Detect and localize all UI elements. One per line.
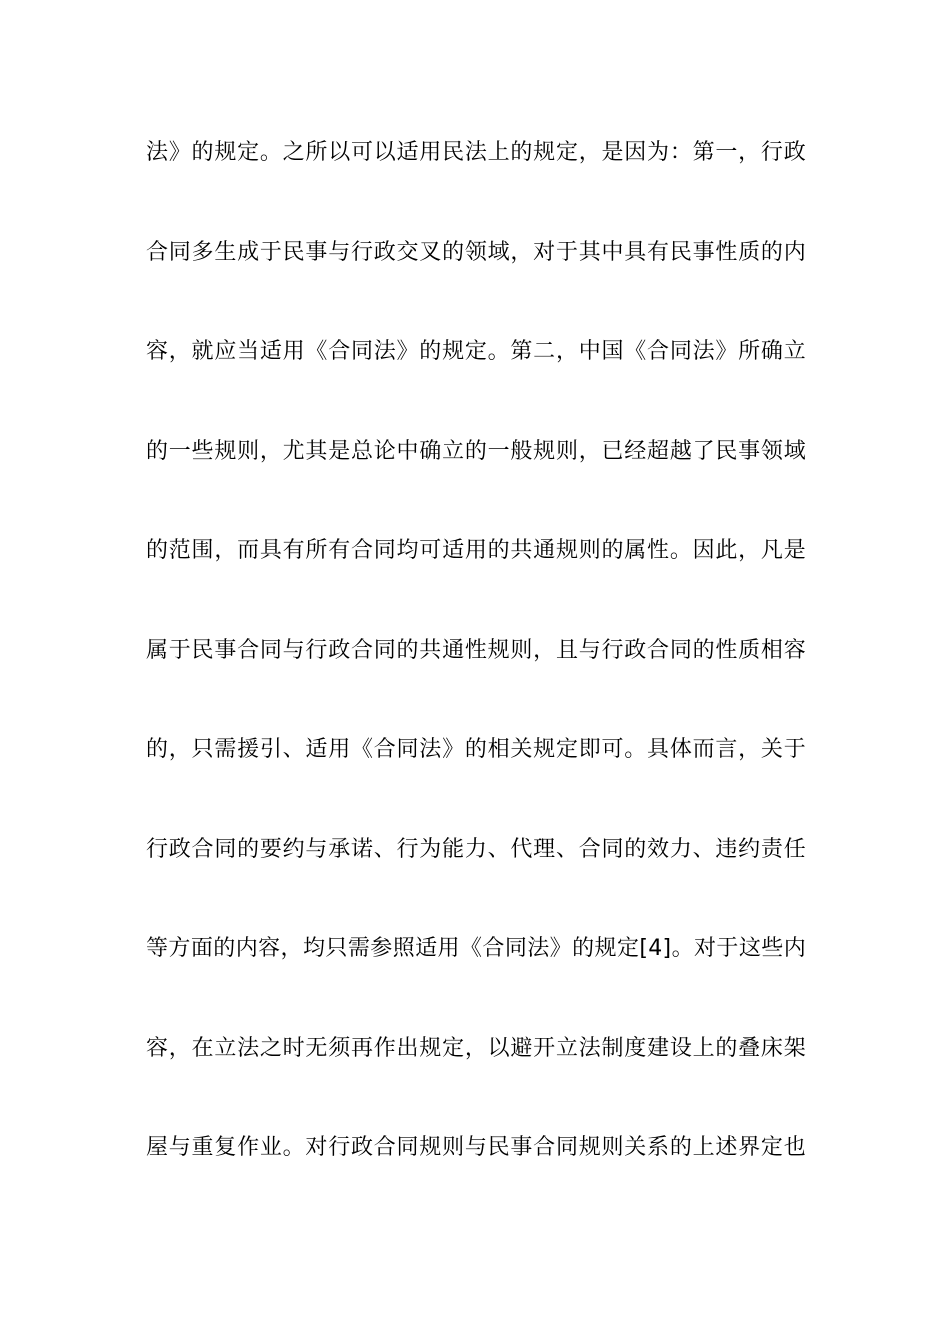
text-line-5: 的范围，而具有所有合同均可适用的共通规则的属性。因此，凡是 [146,538,806,563]
text-line-1: 法》的规定。之所以可以适用民法上的规定，是因为：第一，行政 [146,140,806,165]
text-line-2: 合同多生成于民事与行政交叉的领域，对于其中具有民事性质的内 [146,239,806,265]
text-line-8: 行政合同的要约与承诺、行为能力、代理、合同的效力、违约责任 [146,836,806,862]
text-line-10: 容，在立法之时无须再作出规定，以避开立法制度建设上的叠床架 [146,1035,806,1061]
text-line-3: 容，就应当适用《合同法》的规定。第二，中国《合同法》所确立 [146,339,806,364]
text-line-6: 属于民事合同与行政合同的共通性规则，且与行政合同的性质相容 [146,637,806,663]
body-text [146,129,806,1224]
text-line-7: 的，只需援引、适用《合同法》的相关规定即可。具体而言，关于 [146,737,806,762]
text-line-11: 屋与重复作业。对行政合同规则与民事合同规则关系的上述界定也 [146,1135,806,1160]
text-line-9: 等方面的内容，均只需参照适用《合同法》的规定[4]。对于这些内 [146,936,806,961]
text-line-4: 的一些规则，尤其是总论中确立的一般规则，已经超越了民事领域 [146,438,806,464]
